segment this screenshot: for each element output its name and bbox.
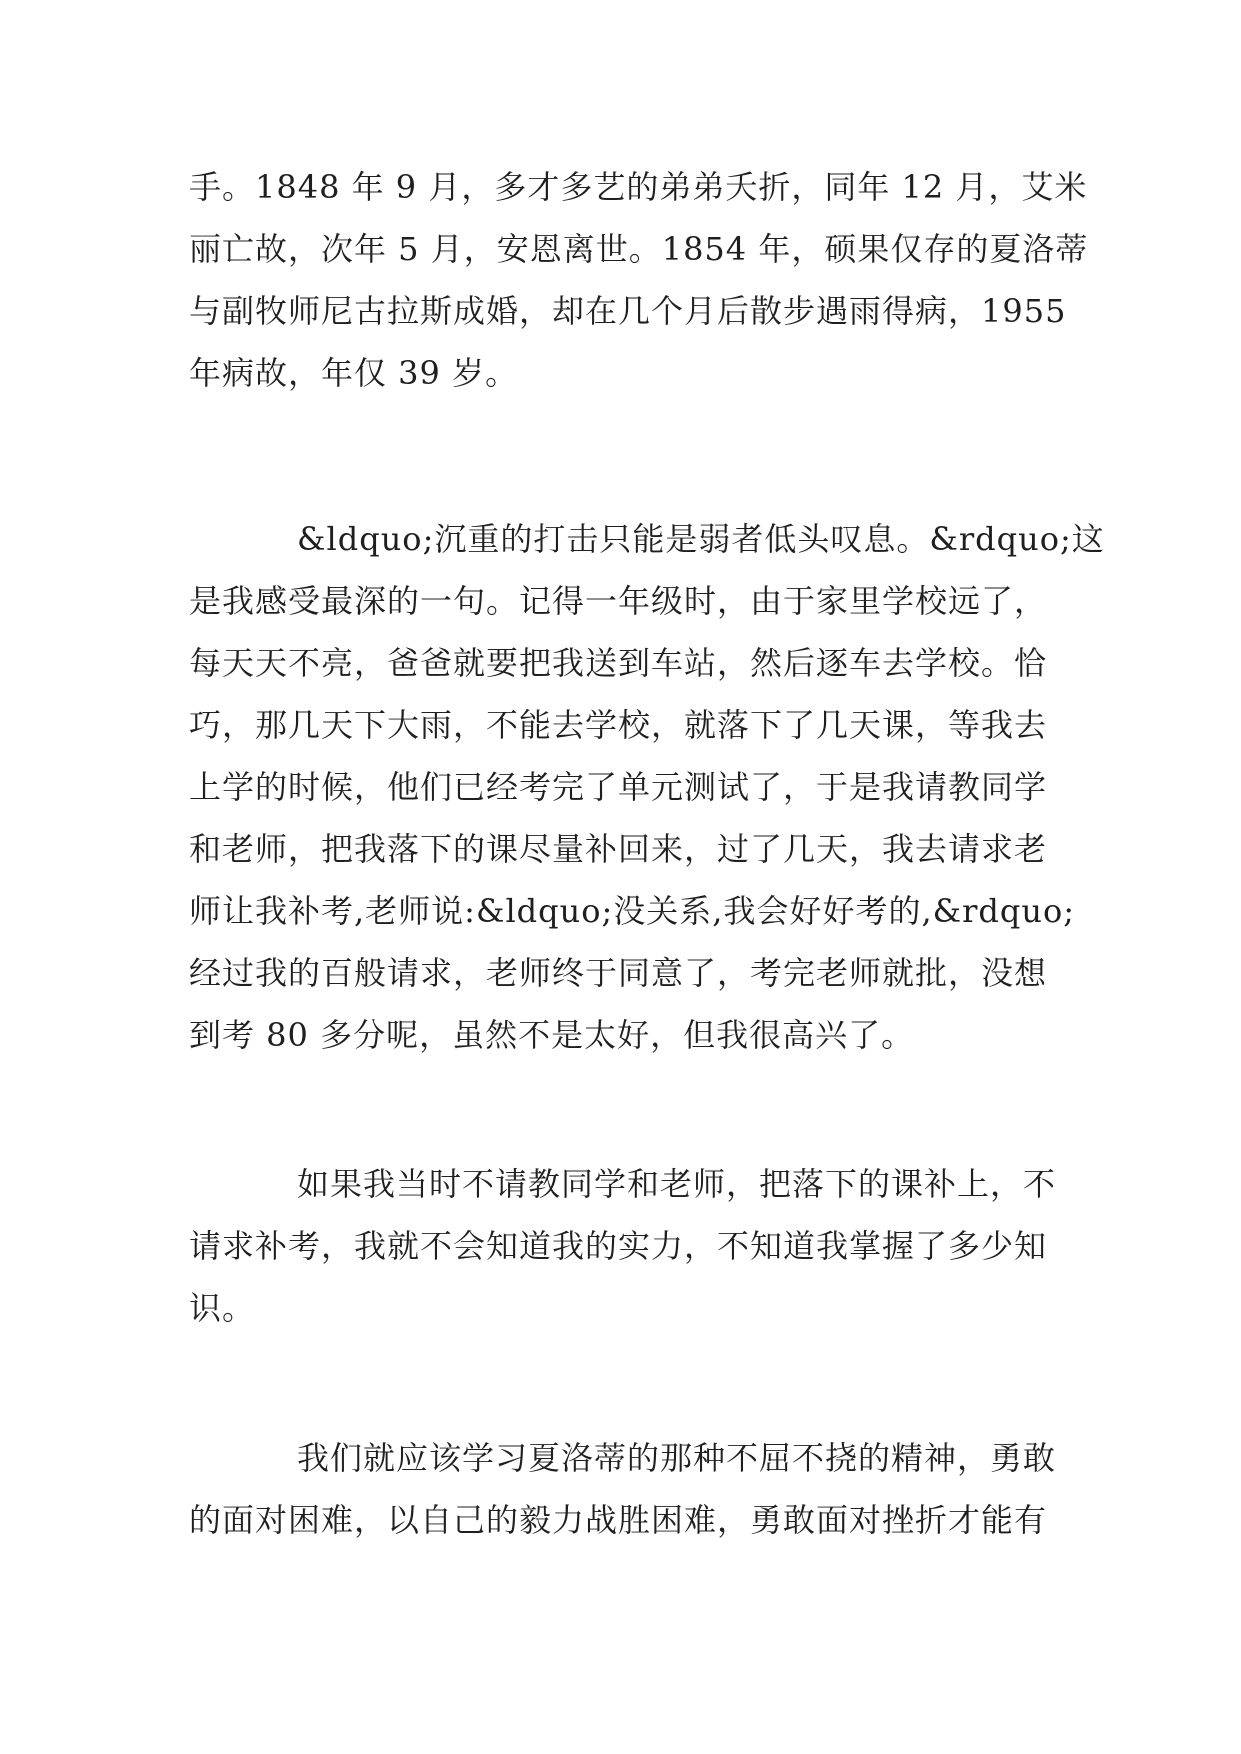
paragraph-line: 上学的时候，他们已经考完了单元测试了，于是我请教同学 (189, 768, 1048, 806)
paragraph-line: 经过我的百般请求，老师终于同意了，考完老师就批，没想 (189, 954, 1048, 992)
paragraph-line: 请求补考，我就不会知道我的实力，不知道我掌握了多少知 (189, 1227, 1048, 1265)
paragraph-line: 和老师，把我落下的课尽量补回来，过了几天，我去请求老 (189, 830, 1048, 868)
paragraph-line: 识。 (189, 1289, 256, 1327)
paragraph-line: 与副牧师尼古拉斯成婚，却在几个月后散步遇雨得病，1955 (189, 292, 1067, 330)
paragraph-line: 每天天不亮，爸爸就要把我送到车站，然后逐车去学校。恰 (189, 644, 1048, 682)
paragraph-line: 年病故，年仅 39 岁。 (189, 354, 519, 392)
paragraph-2 (189, 508, 1105, 1066)
paragraph-line: 手。1848 年 9 月，多才多艺的弟弟夭折，同年 12 月，艾米 (189, 168, 1088, 206)
paragraph-line: 到考 80 多分呢，虽然不是太好，但我很高兴了。 (189, 1016, 915, 1054)
paragraph-first-line: &ldquo;沉重的打击只能是弱者低头叹息。&rdquo;这 (297, 520, 1105, 558)
paragraph-line: 丽亡故，次年 5 月，安恩离世。1854 年，硕果仅存的夏洛蒂 (189, 230, 1089, 268)
paragraph-line: 的面对困难，以自己的毅力战胜困难，勇敢面对挫折才能有 (189, 1501, 1048, 1539)
paragraph-1 (189, 156, 1089, 404)
paragraph-first-line: 我们就应该学习夏洛蒂的那种不屈不挠的精神，勇敢 (297, 1439, 1057, 1477)
paragraph-first-line: 如果我当时不请教同学和老师，把落下的课补上，不 (297, 1165, 1057, 1203)
paragraph-3 (189, 1153, 1059, 1339)
paragraph-line: 师让我补考,老师说:&ldquo;没关系,我会好好考的,&rdquo; (189, 892, 1076, 930)
paragraph-line: 是我感受最深的一句。记得一年级时，由于家里学校远了， (189, 582, 1048, 620)
paragraph-line: 巧，那几天下大雨，不能去学校，就落下了几天课，等我去 (189, 706, 1048, 744)
paragraph-4 (189, 1427, 1059, 1551)
